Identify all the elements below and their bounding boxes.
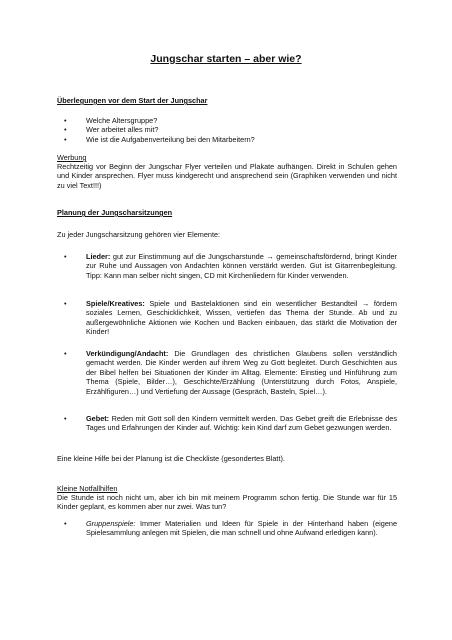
bullet-icon: • — [64, 116, 67, 125]
werbung-paragraph: Rechtzeitig vor Beginn der Jungschar Flyer verteilen und Plakate aufhängen. Direkt in Schulen gehen und Kinder ansprechen. Flyer muss kindgerecht und ansprechend sein (Graphiken verwenden und nicht zu viel Text!!!) — [57, 162, 397, 190]
list-item — [57, 135, 397, 144]
list-item — [57, 125, 397, 134]
elemente-list — [57, 299, 397, 337]
list-item-text: Welche Altersgruppe? — [86, 116, 158, 125]
item-label: Lieder: — [86, 252, 111, 261]
item-text: Spiele und Bastelaktionen sind ein wesentlicher Bestandteil → fördern soziales Lernen, Geschicklichkeit, Wissen, vertiefen das Thema der Stunde. Ab und zu außergewöhnliche Aktionen wie Kochen und Backen einbauen, das stärkt die Motivation der Kinder! — [86, 299, 397, 337]
list-item — [57, 349, 397, 396]
bullet-icon: • — [64, 125, 67, 135]
page-title: Jungschar starten – aber wie? — [150, 53, 302, 65]
section-heading-notfall: Kleine Notfallhilfen — [57, 484, 118, 493]
section-heading-ueberlegungen: Überlegungen vor dem Start der Jungschar — [57, 96, 208, 105]
item-label: Verkündigung/Andacht: — [86, 349, 169, 358]
list-item — [57, 299, 397, 337]
altersgruppe-list — [57, 116, 397, 144]
bullet-icon: • — [64, 349, 67, 358]
bullet-icon: • — [64, 519, 67, 528]
notfall-paragraph: Die Stunde ist noch nicht um, aber ich bin mit meinem Programm schon fertig. Die Stunde war für 15 Kinder geplant, es kommen aber nur zwei. Was tun? — [57, 493, 397, 512]
item-text: Reden mit Gott soll den Kindern vermittelt werden. Das Gebet greift die Erlebnisse des Tages und Erfahrungen der Kinder auf. Wichtig: kein Kind darf zum Gebet gezwungen werden. — [86, 414, 397, 433]
bullet-icon: • — [64, 414, 67, 423]
planung-intro: Zu jeder Jungscharsitzung gehören vier Elemente: — [57, 230, 221, 239]
list-item — [57, 414, 397, 433]
bullet-icon: • — [64, 252, 67, 261]
bullet-icon: • — [64, 134, 67, 144]
list-item — [57, 519, 397, 538]
item-text: Immer Materialien und Ideen für Spiele in der Hinterhand haben (eigene Spielesammlung anlegen mit Spielen, die man schnell und ohne Aufwand erledigen kann). — [86, 519, 397, 538]
item-label: Spiele/Kreatives: — [86, 299, 145, 308]
section-heading-werbung: Werbung — [57, 153, 87, 162]
list-item-text: Wer arbeitet alles mit? — [86, 125, 159, 135]
list-item — [57, 116, 397, 125]
elemente-list — [57, 252, 397, 280]
notfall-list — [57, 519, 397, 538]
item-text: gut zur Einstimmung auf die Jungscharstunde → gemeinschaftsfördernd, bringt Kinder zur Ruhe und Aussagen von Andachten können verstärkt werden. Gut ist Gitarrenbegleitung. Tipp: Kann man selber nicht singen, CD mit Kirchenliedern für Kinder verwenden. — [86, 252, 397, 280]
elemente-list — [57, 414, 397, 433]
section-heading-planung: Planung der Jungscharsitzungen — [57, 208, 173, 217]
planung-outro: Eine kleine Hilfe bei der Planung ist die Checkliste (gesondertes Blatt). — [57, 454, 285, 463]
list-item-text: Wie ist die Aufgabenverteilung bei den Mitarbeitern? — [86, 134, 255, 144]
list-item — [57, 252, 397, 280]
item-label: Gruppenspiele: — [86, 519, 136, 528]
item-text: Die Grundlagen des christlichen Glaubens sollen verständlich gemacht werden. Die Kinder werden auf ihrem Weg zu Gott begleitet. Durch Geschichten aus der Bibel helfen bei Situationen der Kinder im Alltag. Elemente: Einstieg und Hinführung zum Thema (Spiele, Bilder…), Geschichte/Erzählung (Unterstützung durch Fotos, Anspiele, Erzählfiguren…) und Vertiefung der Aussage (Gespräch, Basteln, Spiel…). — [86, 349, 397, 396]
elemente-list — [57, 349, 397, 396]
item-label: Gebet: — [86, 414, 110, 423]
bullet-icon: • — [64, 299, 67, 308]
